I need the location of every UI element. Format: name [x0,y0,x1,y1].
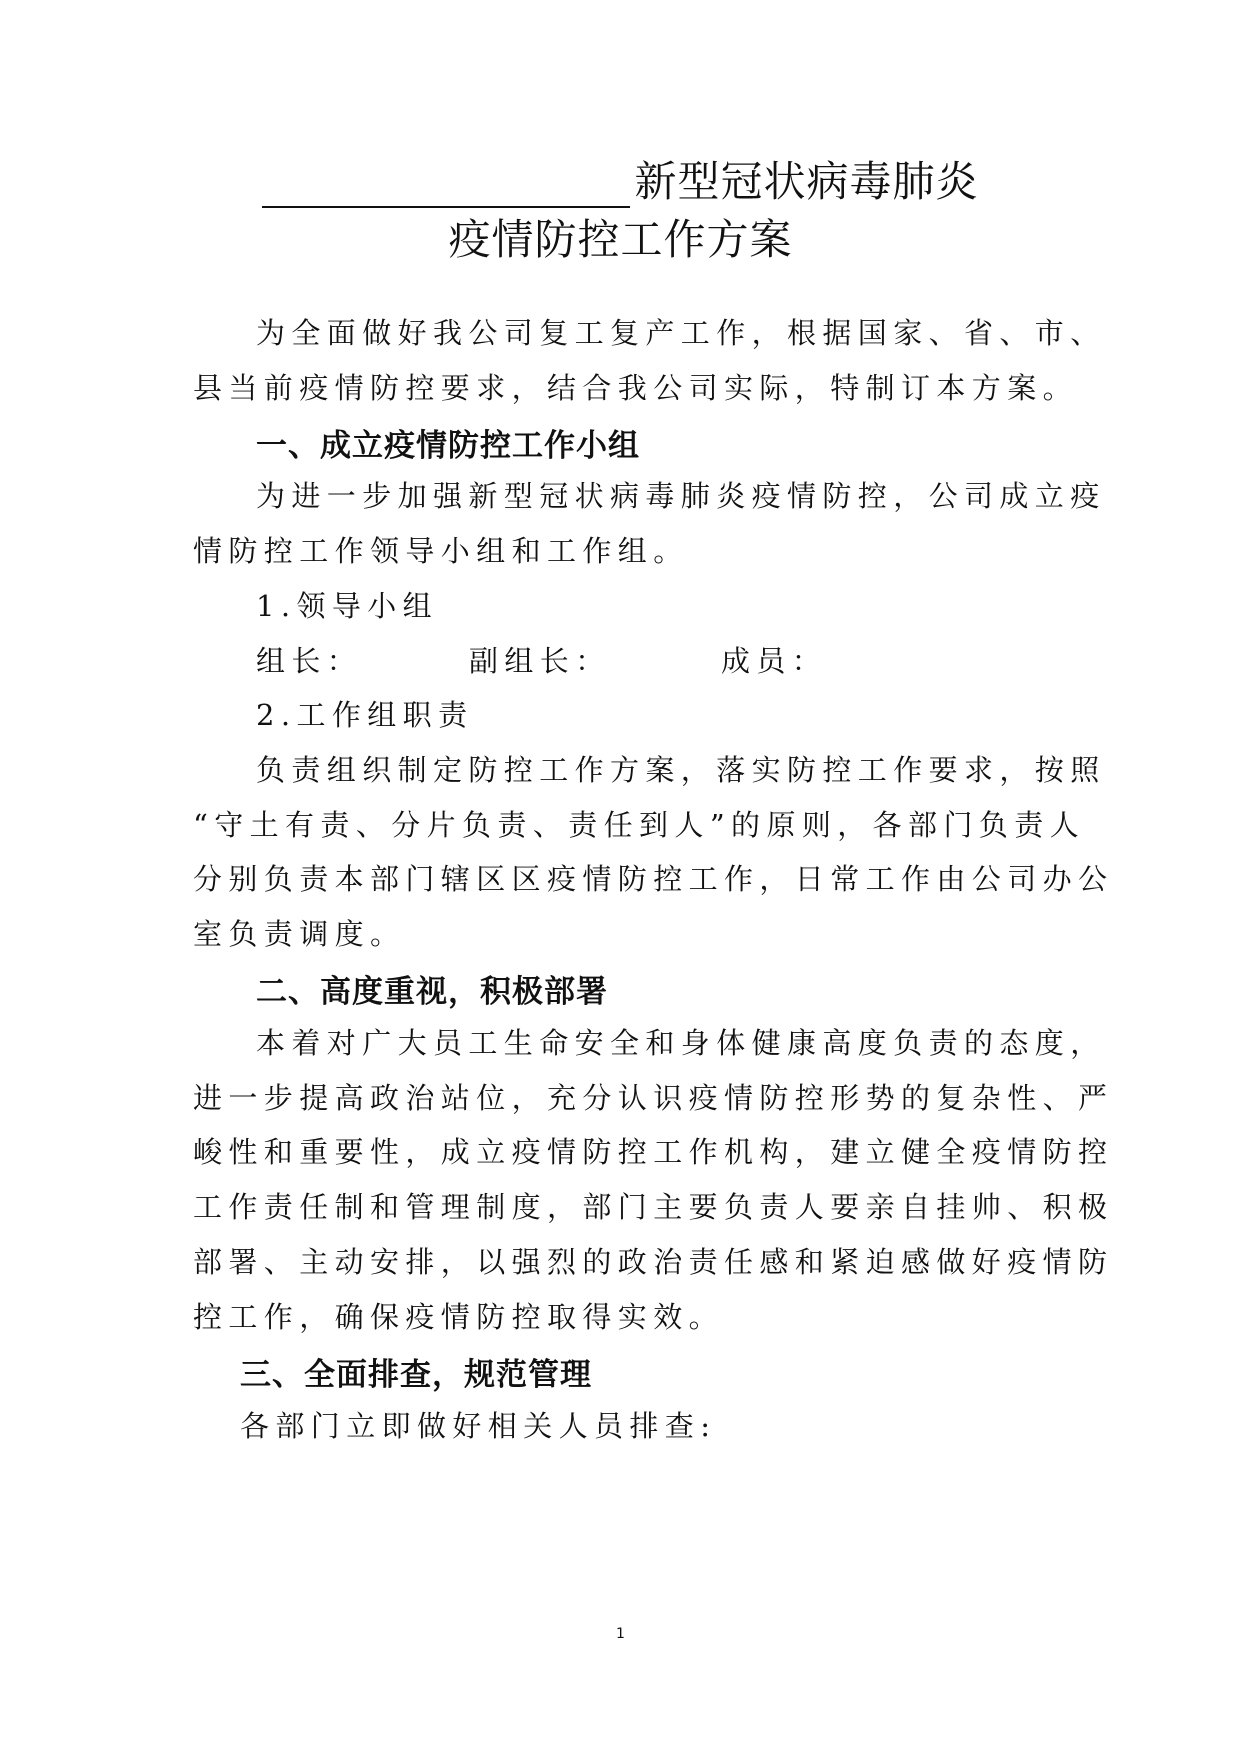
title-line-2: 疫情防控工作方案 [448,215,793,264]
duty-line-4: 室负责调度。 [193,917,406,951]
section1-para-line-2: 情防控工作领导小组和工作组。 [193,534,689,568]
title-text-1: 新型冠状病毒肺炎 [634,157,979,206]
section3-heading: 三、全面排查，规范管理 [240,1357,592,1393]
deputy-label: 副组长： [469,644,611,678]
title-fill-in-blank[interactable] [262,164,630,208]
section1-heading: 一、成立疫情防控工作小组 [256,428,640,464]
section3-para-line-1: 各部门立即做好相关人员排查: [240,1409,717,1443]
section2-para-line-6: 控工作，确保疫情防控取得实效。 [193,1300,725,1334]
section2-heading: 二、高度重视，积极部署 [256,974,608,1010]
title-line-1 [0,156,1241,208]
section2-para-line-1: 本着对广大员工生命安全和身体健康高度负责的态度， [256,1026,1106,1060]
section2-para-line-4: 工作责任制和管理制度，部门主要负责人要亲自挂帅、积极 [193,1190,1114,1224]
section1-item2: 2.工作组职责 [256,698,474,732]
intro-line-2: 县当前疫情防控要求，结合我公司实际，特制订本方案。 [193,371,1079,405]
duty-line-1: 负责组织制定防控工作方案，落实防控工作要求，按照 [256,753,1106,787]
duty-line-3: 分别负责本部门辖区区疫情防控工作，日常工作由公司办公 [193,862,1114,896]
leader-label: 组长： [256,644,363,678]
section1-item1: 1.领导小组 [256,589,439,623]
intro-line-1: 为全面做好我公司复工复产工作，根据国家、省、市、 [256,316,1106,350]
page-number: 1 [616,1626,625,1642]
section2-para-line-3: 峻性和重要性，成立疫情防控工作机构，建立健全疫情防控 [193,1135,1114,1169]
duty-line-2: “守土有责、分片负责、责任到人”的原则，各部门负责人 [193,808,1086,842]
section1-para-line-1: 为进一步加强新型冠状病毒肺炎疫情防控，公司成立疫 [256,479,1106,513]
section2-para-line-5: 部署、主动安排，以强烈的政治责任感和紧迫感做好疫情防 [193,1245,1114,1279]
member-label: 成员： [721,644,828,678]
section2-para-line-2: 进一步提高政治站位，充分认识疫情防控形势的复杂性、严 [193,1081,1114,1115]
